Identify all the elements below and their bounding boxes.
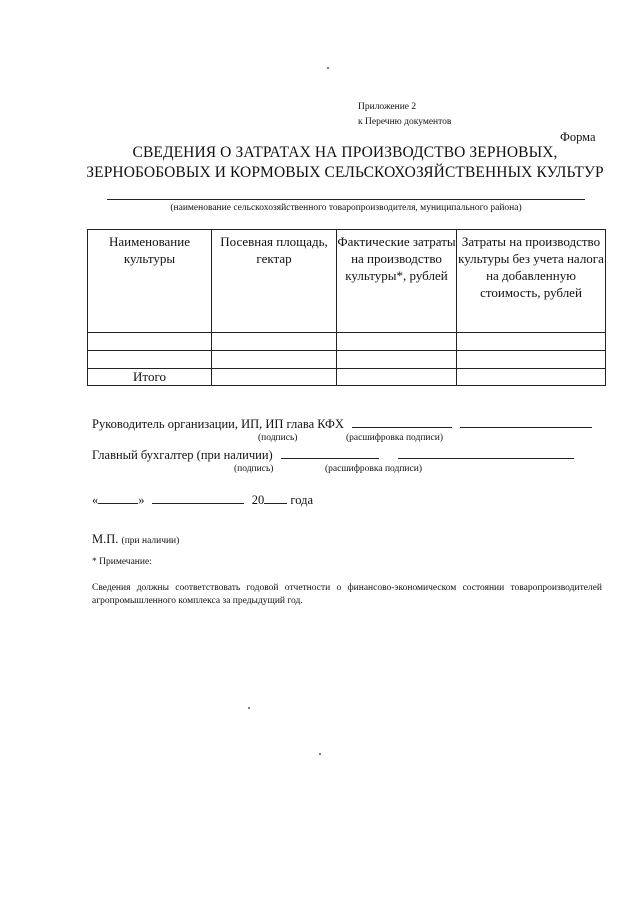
date-close-quote: » <box>138 493 145 507</box>
date-row <box>92 491 313 508</box>
table-cell[interactable] <box>457 351 606 369</box>
accountant-decoding-field[interactable] <box>398 446 574 459</box>
table-row <box>88 351 606 369</box>
head-decoding-caption: (расшифровка подписи) <box>346 433 443 443</box>
table-cell[interactable] <box>457 333 606 351</box>
year-field[interactable] <box>264 491 287 504</box>
month-field[interactable] <box>152 491 244 504</box>
accountant-signature-label: Главный бухгалтер (при наличии) <box>92 448 273 462</box>
table-cell[interactable] <box>337 351 457 369</box>
accountant-signature-row <box>92 446 574 463</box>
stamp-label: М.П. <box>92 532 119 546</box>
form-label: Форма <box>560 130 596 144</box>
title-line-2: ЗЕРНОБОБОВЫХ И КОРМОВЫХ СЕЛЬСКОХОЗЯЙСТВЕННЫХ КУЛЬТУР <box>86 164 604 181</box>
table-cell[interactable] <box>212 369 337 386</box>
table-cell[interactable] <box>457 369 606 386</box>
year-prefix: 20 <box>251 493 265 507</box>
document-title <box>0 143 640 183</box>
scan-speck <box>327 67 329 69</box>
producer-name-line <box>107 199 585 200</box>
table-cell[interactable] <box>88 351 212 369</box>
table-cell[interactable] <box>337 369 457 386</box>
head-signature-caption: (подпись) <box>258 433 298 443</box>
accountant-decoding-caption: (расшифровка подписи) <box>325 464 422 474</box>
header-costs-without-vat: Затраты на производство культуры без учета налога на добавленную стоимость, рублей <box>457 230 606 333</box>
date-open-quote: « <box>92 493 99 507</box>
table-cell[interactable] <box>88 333 212 351</box>
accountant-signature-field[interactable] <box>281 446 379 459</box>
table-cell[interactable] <box>212 333 337 351</box>
table-cell[interactable] <box>337 333 457 351</box>
table-row <box>88 333 606 351</box>
header-actual-costs: Фактические затраты на производство культуры*, рублей <box>337 230 457 333</box>
total-label: Итого <box>88 369 212 386</box>
annex-reference <box>358 100 451 130</box>
producer-name-caption: (наименование сельскохозяйственного товаропроизводителя, муниципального района) <box>170 203 522 213</box>
head-decoding-field[interactable] <box>460 415 592 428</box>
head-signature-field[interactable] <box>352 415 452 428</box>
stamp-place <box>92 532 179 547</box>
day-field[interactable] <box>98 491 138 504</box>
stamp-note: (при наличии) <box>121 536 180 546</box>
head-signature-row <box>92 415 592 432</box>
table-total-row <box>88 369 606 386</box>
cost-table <box>87 229 606 386</box>
header-crop-name: Наименование культуры <box>88 230 212 333</box>
table-header-row <box>88 230 606 333</box>
table-cell[interactable] <box>212 351 337 369</box>
year-suffix: года <box>290 493 313 507</box>
annex-line-2: к Перечню документов <box>358 117 452 127</box>
scan-speck <box>248 707 250 709</box>
header-sown-area: Посевная площадь, гектар <box>212 230 337 333</box>
accountant-signature-caption: (подпись) <box>234 464 274 474</box>
title-line-1: СВЕДЕНИЯ О ЗАТРАТАХ НА ПРОИЗВОДСТВО ЗЕРНОВЫХ, <box>132 144 558 161</box>
head-signature-label: Руководитель организации, ИП, ИП глава КФХ <box>92 417 344 431</box>
note-text: Сведения должны соответствовать годовой отчетности о финансово-экономическом состоянии товаропроизводителей агропромышленного комплекса за предыдущий год. <box>92 583 602 606</box>
note-heading: * Примечание: <box>92 557 152 567</box>
scan-speck <box>319 753 321 755</box>
annex-line-1: Приложение 2 <box>358 102 417 112</box>
